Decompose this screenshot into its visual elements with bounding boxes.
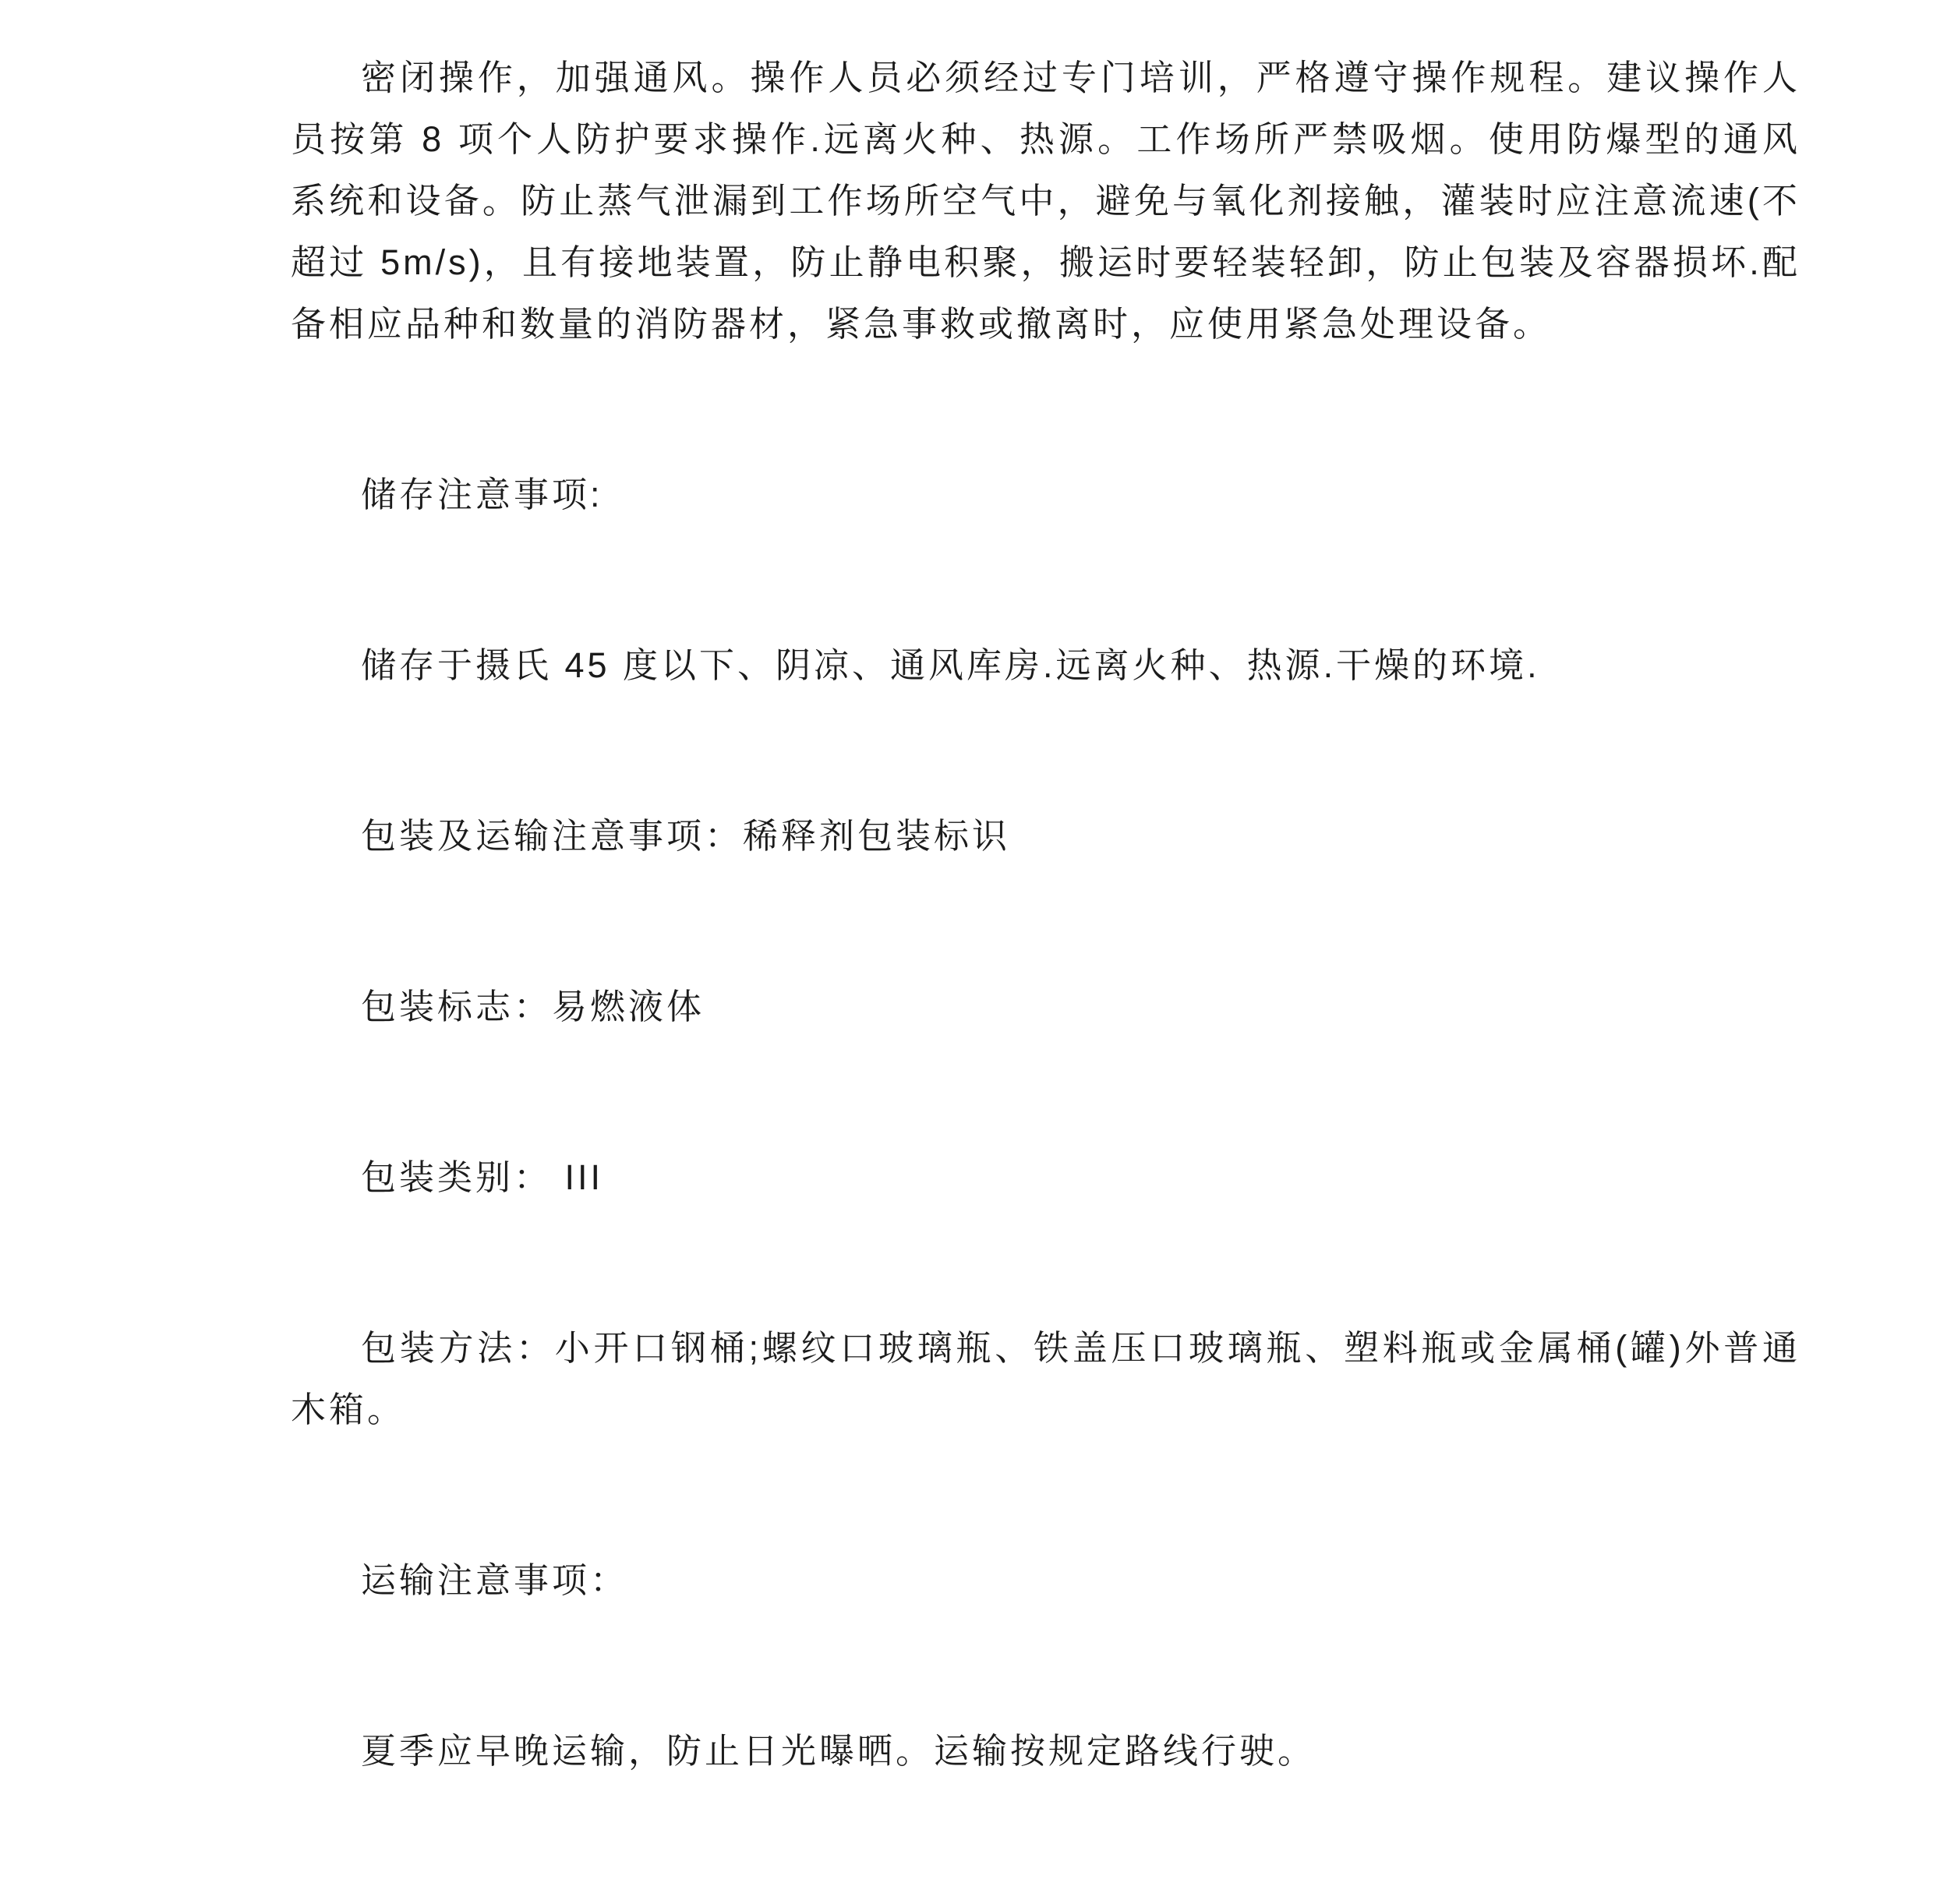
- paragraph-packaging-transport-heading: 包装及运输注意事项：稀释剂包装标识: [361, 816, 1011, 856]
- paragraph-storage-precautions-heading: 储存注意事项:: [361, 475, 603, 514]
- paragraph-storage-precautions-body: 储存于摄氏 45 度以下、阴凉、通风库房.远离火种、热源.干燥的环境.: [361, 645, 1540, 685]
- paragraph-packaging-method: 包装方法：小开口钢桶;螺纹口玻璃瓶、铁盖压口玻璃瓶、塑料瓶或金属桶(罐)外普通木箱。: [291, 1328, 1800, 1429]
- paragraph-operation-precautions: 密闭操作，加强通风。操作人员必须经过专门培训，严格遵守操作规程。建议操作人员按第 8 项个人防护要求操作.远离火种、热源。工作场所严禁吸烟。使用防爆型的通风系统和设备。防止蒸气泄漏到工作场所空气中，避免与氧化剂接触，灌装时应注意流速(不超过 5m/s)，且有接地装置，防止静电积聚，搬运时要轻装轻卸，防止包装及容器损坏.配备相应品种和数量的消防器材，紧急事救或撤离时，应使用紧急处理设备。: [291, 58, 1800, 344]
- paragraph-transport-precautions-body: 夏季应早晚运输，防止日光曝晒。运输按规定路线行驶。: [361, 1731, 1316, 1771]
- paragraph-packaging-mark: 包装标志：易燃液体: [361, 987, 705, 1026]
- paragraph-packaging-category: 包装类别： III: [361, 1157, 604, 1197]
- paragraph-transport-precautions-heading: 运输注意事项：: [361, 1560, 629, 1600]
